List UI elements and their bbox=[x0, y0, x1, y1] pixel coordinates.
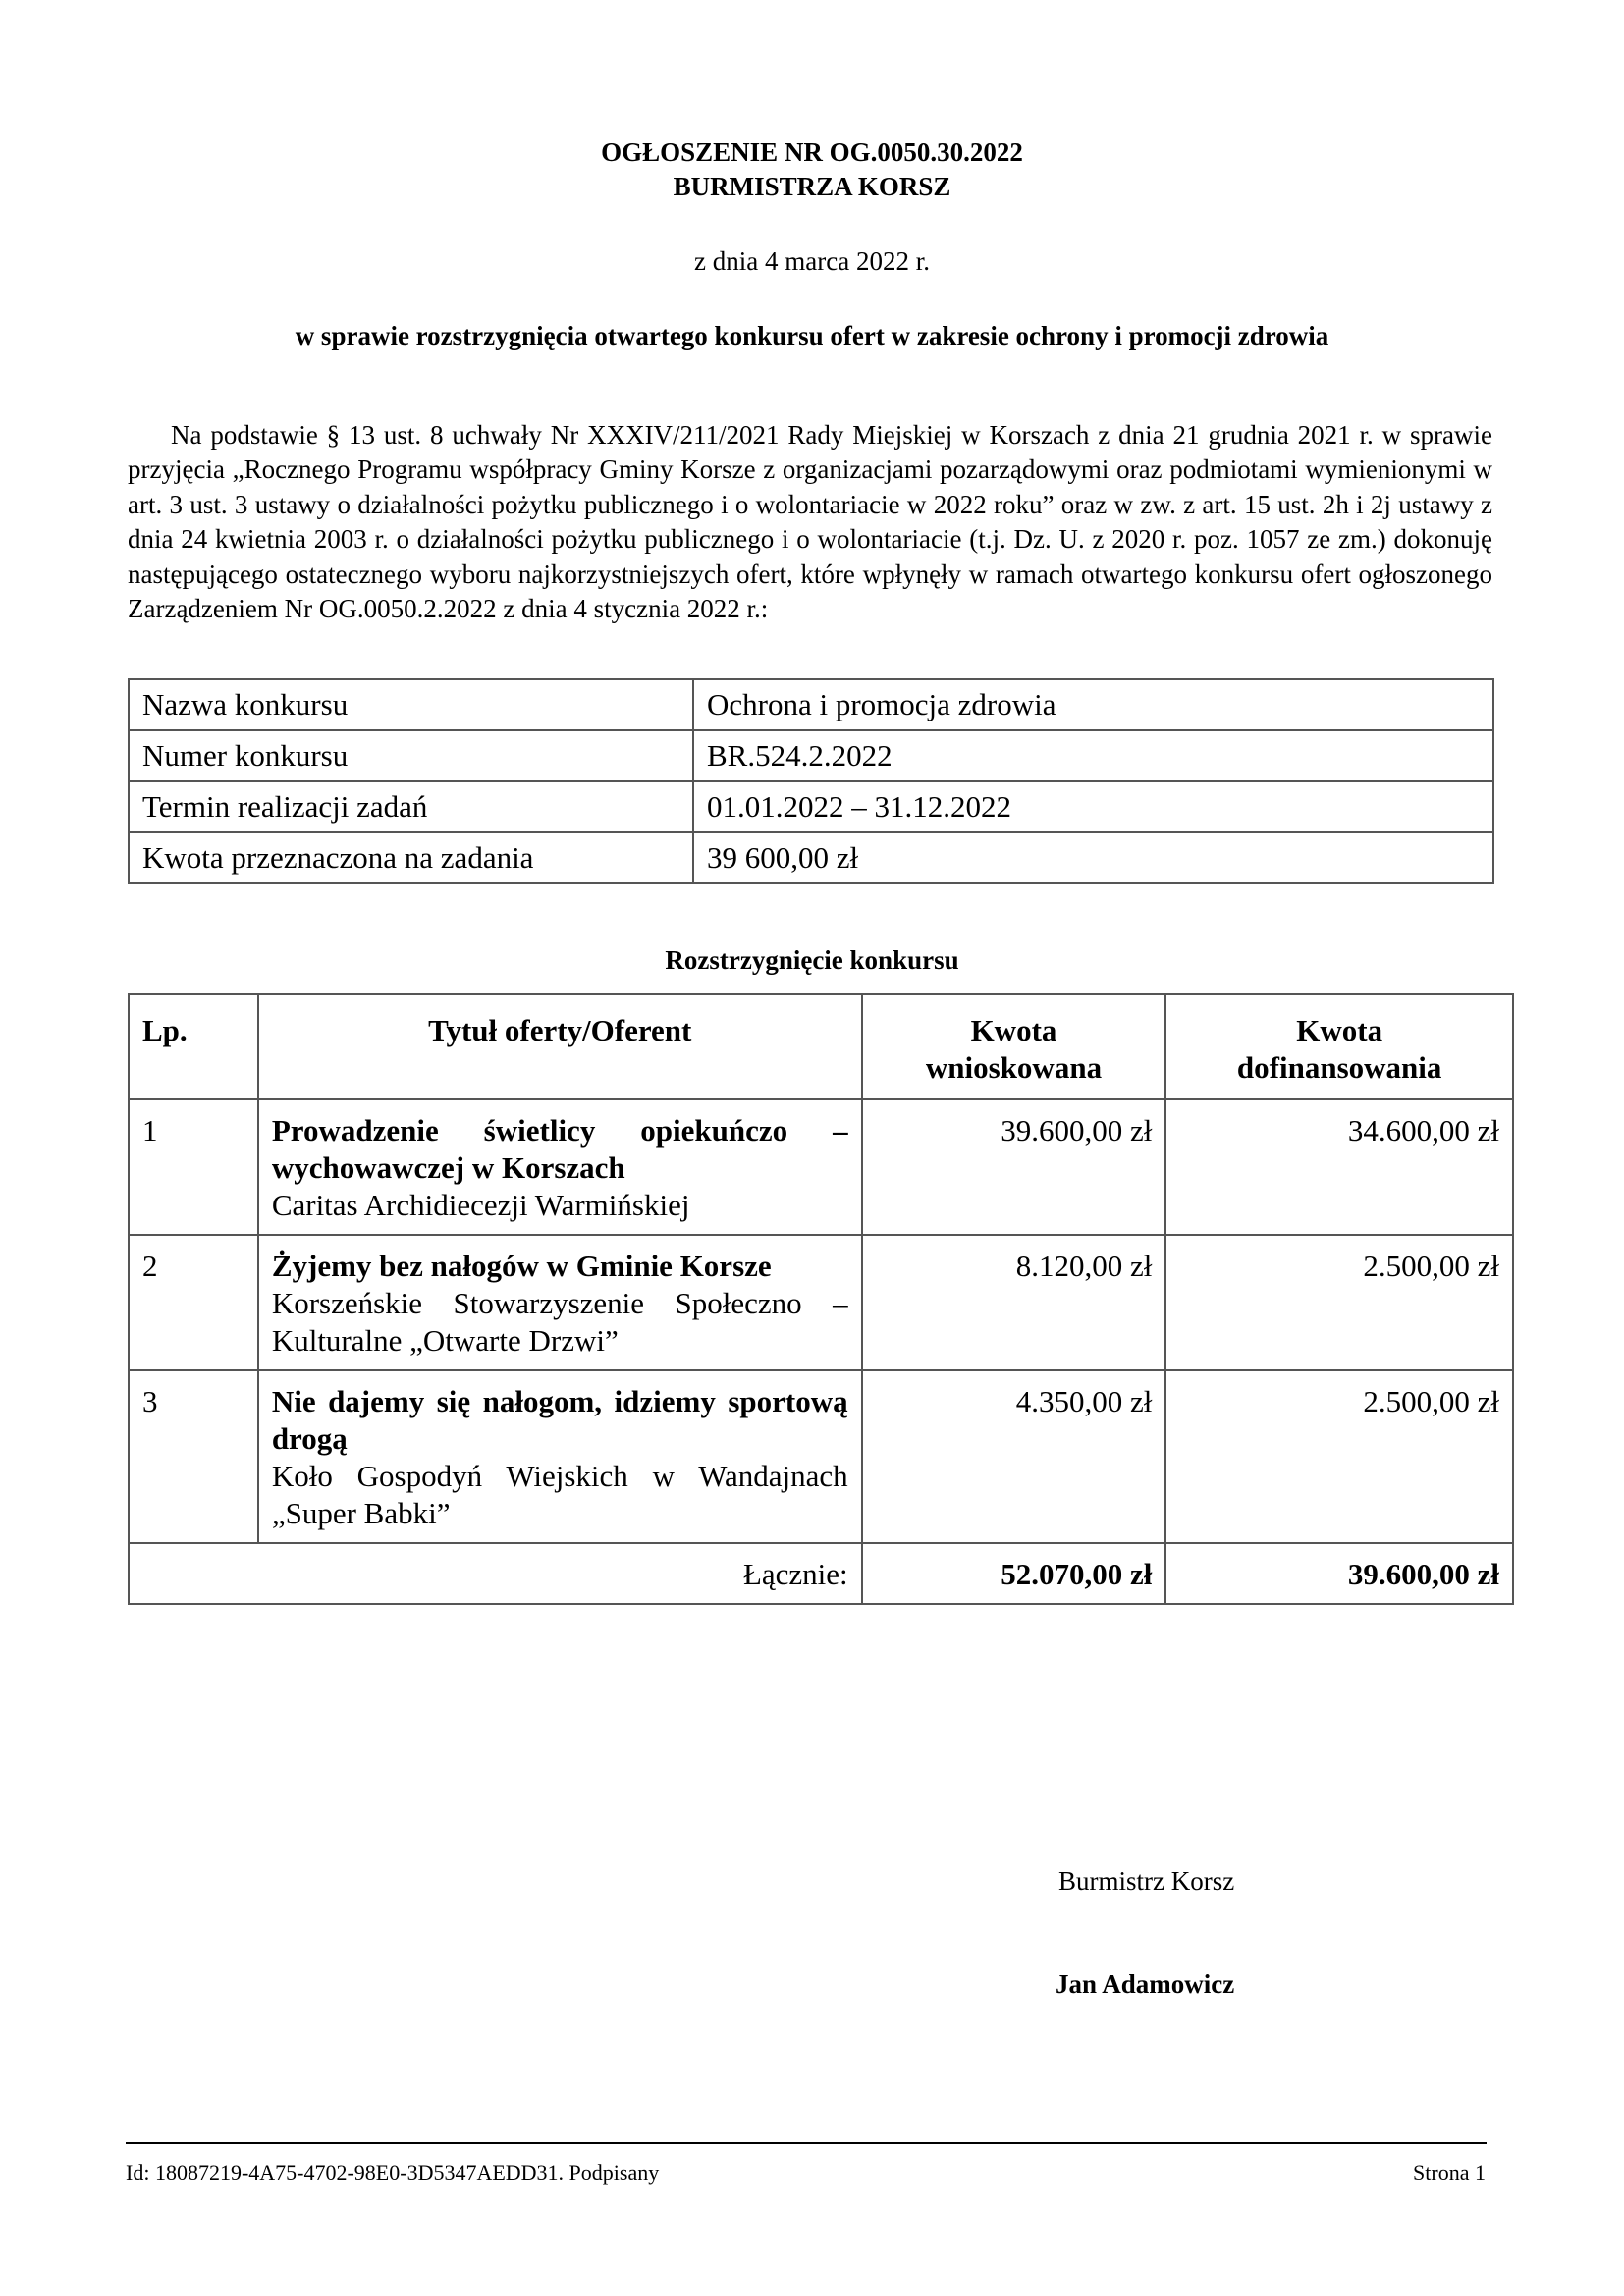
row-offer bbox=[258, 1370, 862, 1543]
info-row bbox=[129, 679, 1493, 730]
info-label: Numer konkursu bbox=[129, 730, 693, 781]
row-requested-amount: 8.120,00 zł bbox=[862, 1235, 1166, 1370]
column-header-granted bbox=[1165, 994, 1513, 1099]
info-value: Ochrona i promocja zdrowia bbox=[693, 679, 1493, 730]
offer-title: Nie dajemy się nałogom, idziemy sportową drogą bbox=[271, 1384, 848, 1456]
column-header-requested bbox=[862, 994, 1166, 1099]
row-lp: 3 bbox=[129, 1370, 258, 1543]
announcement-subject: w sprawie rozstrzygnięcia otwartego konkursu ofert w zakresie ochrony i promocji zdrowia bbox=[295, 321, 1329, 350]
row-offer bbox=[258, 1099, 862, 1235]
info-row bbox=[129, 781, 1493, 832]
info-row bbox=[129, 832, 1493, 883]
column-header-requested-line2: wnioskowana bbox=[925, 1050, 1103, 1085]
issuer-title: BURMISTRZA KORSZ bbox=[673, 172, 951, 201]
offer-organization: Koło Gospodyń Wiejskich w Wandajnach „Super Babki” bbox=[271, 1459, 848, 1530]
info-value: BR.524.2.2022 bbox=[693, 730, 1493, 781]
info-value: 39 600,00 zł bbox=[693, 832, 1493, 883]
row-offer bbox=[258, 1235, 862, 1370]
results-header-row bbox=[129, 994, 1513, 1099]
column-header-requested-line1: Kwota bbox=[970, 1013, 1057, 1047]
row-requested-amount: 39.600,00 zł bbox=[862, 1099, 1166, 1235]
table-row bbox=[129, 1370, 1513, 1543]
signatory-role: Burmistrz Korsz bbox=[1058, 1866, 1235, 1896]
intro-paragraph: Na podstawie § 13 ust. 8 uchwały Nr XXXIV/211/2021 Rady Miejskiej w Korszach z dnia 21 grudnia 2021 r. w sprawie przyjęcia „Rocznego Programu współpracy Gminy Korsze z organizacjami pozarządowymi oraz podmiotami wymienionymi w art. 3 ust. 3 ustawy o działalności pożytku publicznego i o wolontariacie w 2022 roku” oraz w zw. z art. 15 ust. 2h i 2j ustawy z dnia 24 kwietnia 2003 r. o działalności pożytku publicznego i o wolontariacie (t.j. Dz. U. z 2020 r. poz. 1057 ze zm.) dokonuję następującego ostatecznego wyboru najkorzystniejszych ofert, które wpłynęły w ramach otwartego konkursu ofert ogłoszonego Zarządzeniem Nr OG.0050.2.2022 z dnia 4 stycznia 2022 r.: bbox=[128, 420, 1492, 624]
column-header-granted-line1: Kwota bbox=[1296, 1013, 1383, 1047]
total-granted: 39.600,00 zł bbox=[1165, 1543, 1513, 1604]
column-header-granted-line2: dofinansowania bbox=[1236, 1050, 1442, 1085]
offer-title: Prowadzenie świetlicy opiekuńczo – wychowawczej w Korszach bbox=[271, 1113, 848, 1185]
offer-organization: Korszeńskie Stowarzyszenie Społeczno – Kulturalne „Otwarte Drzwi” bbox=[271, 1286, 848, 1358]
info-row bbox=[129, 730, 1493, 781]
row-granted-amount: 34.600,00 zł bbox=[1165, 1099, 1513, 1235]
footer-divider bbox=[126, 2142, 1487, 2144]
total-requested: 52.070,00 zł bbox=[862, 1543, 1166, 1604]
info-label: Kwota przeznaczona na zadania bbox=[129, 832, 693, 883]
info-value: 01.01.2022 – 31.12.2022 bbox=[693, 781, 1493, 832]
results-table bbox=[128, 993, 1514, 1605]
document-id: Id: 18087219-4A75-4702-98E0-3D5347AEDD31. Podpisany bbox=[126, 2161, 660, 2185]
signatory-name: Jan Adamowicz bbox=[1056, 1969, 1235, 1999]
info-label: Termin realizacji zadań bbox=[129, 781, 693, 832]
total-label: Łącznie: bbox=[129, 1543, 862, 1604]
column-header-lp: Lp. bbox=[129, 994, 258, 1099]
total-row bbox=[129, 1543, 1513, 1604]
announcement-number: OGŁOSZENIE NR OG.0050.30.2022 bbox=[601, 137, 1023, 167]
contest-info-table bbox=[128, 678, 1494, 884]
offer-title: Żyjemy bez nałogów w Gminie Korsze bbox=[271, 1249, 772, 1283]
info-label: Nazwa konkursu bbox=[129, 679, 693, 730]
results-section-title: Rozstrzygnięcie konkursu bbox=[665, 945, 959, 975]
offer-organization: Caritas Archidiecezji Warmińskiej bbox=[271, 1188, 690, 1222]
row-granted-amount: 2.500,00 zł bbox=[1165, 1370, 1513, 1543]
row-lp: 1 bbox=[129, 1099, 258, 1235]
table-row bbox=[129, 1099, 1513, 1235]
row-granted-amount: 2.500,00 zł bbox=[1165, 1235, 1513, 1370]
row-lp: 2 bbox=[129, 1235, 258, 1370]
row-requested-amount: 4.350,00 zł bbox=[862, 1370, 1166, 1543]
column-header-offer: Tytuł oferty/Oferent bbox=[258, 994, 862, 1099]
announcement-date: z dnia 4 marca 2022 r. bbox=[694, 246, 930, 276]
page-number: Strona 1 bbox=[1413, 2161, 1486, 2185]
table-row bbox=[129, 1235, 1513, 1370]
